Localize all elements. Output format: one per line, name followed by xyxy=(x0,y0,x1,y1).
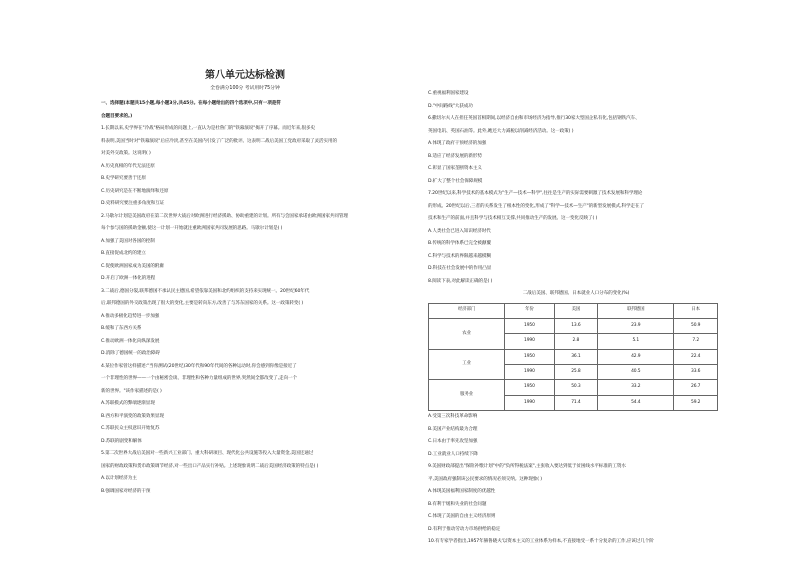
table-cell: 50.9 xyxy=(674,318,718,333)
table-caption: 二战后美国、联邦德国、日本就业人口分布的变化(%) xyxy=(522,291,630,296)
left-text-line: 每个参与国的援助金额,使这一计划一开始就注重欧洲国家共同发展的思路。马歇尔计划是( ) xyxy=(101,226,283,231)
right-text-line: A.人类社会已进入知识经济时代 xyxy=(428,228,491,234)
left-text-line: B.强调国家对经济的干预 xyxy=(101,488,151,494)
right-text-line: C.日本由于率先攻坚加强 xyxy=(428,439,478,445)
table-header-cell: 年份 xyxy=(505,303,554,318)
left-text-line: B.史学研究要善于还原 xyxy=(101,176,146,181)
table-cell: 26.7 xyxy=(674,380,718,395)
left-text-line: C.促使欧洲国家成为美国的附庸 xyxy=(101,263,164,269)
left-text-line: B.缓和了东西方关系 xyxy=(101,326,142,331)
left-text-line: 4.某位作家曾这样描述:"当你测试(20世纪)30年代和90年代间的各种运动时,你会感到你像是接近了 xyxy=(101,363,297,369)
left-text-line: 5.第二次世界大战后美国对一些新兴工业部门、重大科研项目、现代化公共设施等投入大量资金,美国还通过 xyxy=(101,451,314,456)
table-header-cell: 经济部门 xyxy=(429,303,505,318)
right-text-line: C.重视福利国家建设 xyxy=(428,91,469,96)
sector-cell: 服务业 xyxy=(429,380,505,411)
left-text-line: 后,联邦德国的外交政策出现了很大的变化,主要是转向东方,改善了与苏东国家的关系。这一政策转变( ) xyxy=(101,301,304,306)
right-text-line: D."中间路线"大获成功 xyxy=(428,103,473,109)
right-text-line: A.受第三次科技革命影响 xyxy=(428,414,478,420)
left-text-line: 3.二战后,德国分裂,联邦德国不承认民主德国,希望依靠美国和北约组织的支持来实现统一。20世纪60年代 xyxy=(101,288,310,294)
left-text-line: 2.马歇尔计划是美国政府在第二次世界大战后对欧洲进行经济援助、协助重建的计划。所有与会国家承诺由欧洲国家共同管理 xyxy=(101,213,348,219)
table-header-cell: 美国 xyxy=(554,303,598,318)
right-text-line: 的形成。20世纪以后,三者的关系发生了根本性的变化,形成了"科学—技术—生产"的新型发展模式,科学走在了 xyxy=(428,203,644,209)
table-cell: 2.8 xyxy=(554,334,598,349)
right-text-line: A.体现了政府干预经济的加强 xyxy=(428,141,487,146)
left-text-line: C.历史研究是在不断地演绎和还原 xyxy=(101,188,169,194)
left-text-line: 国家的财政政策和货币政策调节经济,对一些出口产品实行补贴。上述现象说明二战后美国经济政策的特点是( ) xyxy=(101,463,319,469)
right-text-line: 6.撒切尔夫人在担任英国首相期间,以经济自由和市场经济为指导,推行30家大型国企私有化,包括钢铁汽车、 xyxy=(428,116,640,121)
right-text-line: 7.20世纪以来,科学技术的基本模式为"生产—技术—科学",往往是生产的实际需要刺激了技术发展和科学理论 xyxy=(428,191,643,196)
left-text-line: B.西方和平演变的政策效果显现 xyxy=(101,413,164,419)
table-header-cell: 日本 xyxy=(674,303,718,318)
table-cell: 1950 xyxy=(505,349,554,364)
table-cell: 1990 xyxy=(505,395,554,410)
table-cell: 59.2 xyxy=(674,395,718,410)
right-text-line: D.工业就业人口持续下降 xyxy=(428,451,478,457)
table-cell: 23.9 xyxy=(598,318,674,333)
exam-info: 全卷满分100分 考试用时75分钟 xyxy=(210,86,280,91)
table-cell: 33.2 xyxy=(598,380,674,395)
right-text-line: C.体现了美国的自由主义经济原则 xyxy=(428,514,496,520)
left-text-line: A.加强了美国对各国的控制 xyxy=(101,238,155,244)
right-text-line: 技术和生产的前面,并且科学与技术相互支撑,共同推动生产的发展。这一变化反映了( ) xyxy=(428,216,598,221)
table-row xyxy=(429,380,718,395)
left-text-line: 对美外交政策。这说明( ) xyxy=(101,151,151,156)
table-header-cell: 联邦德国 xyxy=(598,303,674,318)
left-text-line: A.推动多极化趋势进一步加强 xyxy=(101,313,160,319)
table-cell: 71.4 xyxy=(554,395,598,410)
table-cell: 40.5 xyxy=(598,365,674,380)
left-text-line: D.消除了德国统一的政治障碍 xyxy=(101,351,160,356)
table-cell: 50.3 xyxy=(554,380,598,395)
table-cell: 33.6 xyxy=(674,365,718,380)
right-text-line: B.适应了经济发展的新形势 xyxy=(428,153,482,159)
right-text-line: B.有利于缓和失业的社会问题 xyxy=(428,501,487,507)
left-text-line: A.历史真相的年代无法还原 xyxy=(101,163,155,169)
table-cell: 7.2 xyxy=(674,334,718,349)
right-text-line: B.传统的科学体系已完全被颠覆 xyxy=(428,241,491,246)
table-row xyxy=(429,349,718,364)
left-column xyxy=(101,98,389,498)
table-cell: 25.8 xyxy=(554,365,598,380)
table-cell: 22.4 xyxy=(674,349,718,364)
page-title: 第八单元达标检测 xyxy=(205,70,285,81)
right-text-line: C.彰显了国家垄断资本主义 xyxy=(428,166,482,171)
left-text-line: 新的世界。"该作家描述的是( ) xyxy=(101,388,162,394)
left-text-line: 一、选择题(本题共15小题,每小题3分,共45分。在每小题给出的四个选项中,只有一项是符 xyxy=(101,101,281,106)
left-text-line: C.推动欧洲一体化向纵深发展 xyxy=(101,338,160,344)
table-cell: 1990 xyxy=(505,365,554,380)
right-text-line: 10.有专家学者指出,1957年赫鲁晓夫'以资本主义的工业体系为样本,不直接地受一系十分复杂的工作,应该过几个阶 xyxy=(428,539,654,545)
table-row xyxy=(429,318,718,333)
right-text-line: D.有利于推动劳动力市场供给的稳定 xyxy=(428,526,501,532)
table-cell: 42.9 xyxy=(598,349,674,364)
right-text-line: A.体现美国福利国家制度的优越性 xyxy=(428,489,496,495)
table-cell: 13.6 xyxy=(554,318,598,333)
table-cell: 36.1 xyxy=(554,349,598,364)
right-text-line: C.科学与技术的界限越来越模糊 xyxy=(428,253,491,259)
table-cell: 1950 xyxy=(505,380,554,395)
left-text-line: 料表明,美国当时对"铁幕演说"后应冷淡,甚至在美国内引发了广泛的批评。这表明二战后美国工党政府采取了灵活实用的 xyxy=(101,138,337,144)
table-cell: 54.4 xyxy=(598,395,674,410)
left-text-line: 1.长期以来,史学界在"冷战"格局形成的问题上,一直认为是杜鲁门的"铁幕演说"揭开了序幕。而近年来,很多史 xyxy=(101,126,316,131)
right-text-line: D.扩大了整个社会保障规模 xyxy=(428,178,483,184)
right-text-line: 平,美国政府强制该公民要求的情况必须交纳。这种现象( ) xyxy=(428,476,542,482)
sector-cell: 农业 xyxy=(429,318,505,349)
left-text-line: A.以计划经济为主 xyxy=(101,476,137,481)
employment-table xyxy=(428,303,718,412)
table-cell: 1990 xyxy=(505,334,554,349)
right-column xyxy=(428,88,724,549)
right-text-line: 9.美国财政部提出"保险补缴计划"中的"负所得税法案",主张收入要达到低于贫困线水平标准的工资水 xyxy=(428,464,626,470)
left-text-line: A.苏联模式的弊端逐渐显现 xyxy=(101,401,155,406)
left-text-line: B.直接促成北约的建立 xyxy=(101,251,146,256)
sector-cell: 工业 xyxy=(429,349,505,380)
right-text-line: 英国电讯、英国石油等。此外,她还大力减税以削减经济活动。这一政策( ) xyxy=(428,128,574,134)
right-text-line: 8.阅读下表,对此解读正确的是( ) xyxy=(428,278,493,284)
left-text-line: 合题目要求的。) xyxy=(101,113,133,119)
left-text-line: C.苏联民众主权意识开始复苏 xyxy=(101,426,160,431)
left-text-line: D.苏联的剧变和解体 xyxy=(101,438,142,444)
table-cell: 1950 xyxy=(505,318,554,333)
table-cell: 5.1 xyxy=(598,334,674,349)
left-text-line: 一个非理性的世界——一个由秘密会谈、非理性和各种力量组成的世界,突然间全都改变了,走向一个 xyxy=(101,376,297,381)
right-text-line: D.科技在社会发展中的作用凸显 xyxy=(428,266,492,271)
left-text-line: D.开启了欧洲一体化的进程 xyxy=(101,276,156,281)
left-text-line: D.史料研究要注重多角度和互证 xyxy=(101,201,165,206)
right-text-line: B.美国产业结构最为合理 xyxy=(428,426,478,432)
